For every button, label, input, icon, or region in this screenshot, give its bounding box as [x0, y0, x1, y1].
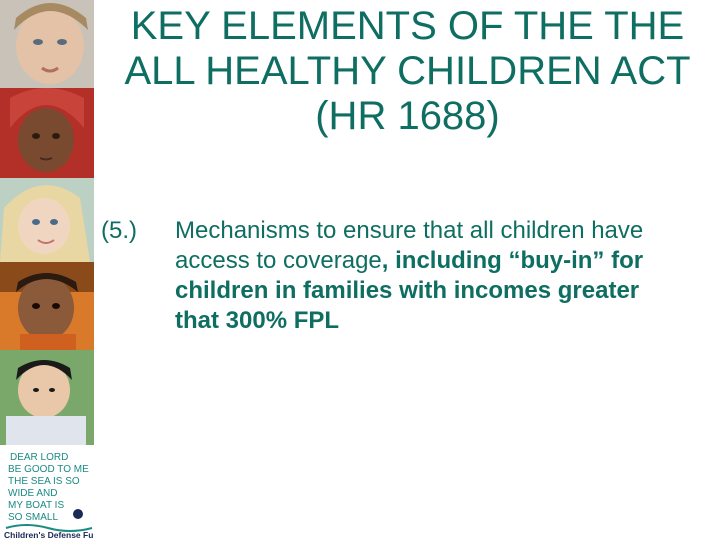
child-photo-5 [0, 350, 94, 445]
child-photo-1 [0, 0, 94, 88]
logo-line-3: THE SEA IS SO [8, 476, 80, 487]
slide-title [100, 4, 715, 139]
item-number: (5.) [101, 217, 137, 244]
title-line-2: ALL HEALTHY CHILDREN ACT [124, 49, 691, 93]
logo-line-5: MY BOAT IS [8, 500, 65, 511]
logo-line-1: DEAR LORD [10, 452, 69, 463]
logo-line-6: SO SMALL [8, 512, 59, 523]
logo-org-name: Children's Defense Fund [4, 530, 94, 540]
item-text [175, 216, 665, 336]
item-text-part2: , including “buy-in” [381, 247, 612, 274]
logo-line-2: BE GOOD TO ME [8, 464, 89, 475]
title-line-3: (HR 1688) [315, 94, 500, 138]
item-text-part3: for children in families with incomes greater that 300% FPL [175, 247, 644, 334]
item-text-part1: Mechanisms to ensure that all children have access to coverage [175, 217, 644, 274]
child-photo-4 [0, 262, 94, 350]
childrens-defense-fund-logo [2, 448, 94, 540]
title-line-1: KEY ELEMENTS OF THE THE [130, 4, 685, 48]
child-photo-3 [0, 178, 94, 262]
children-photo-strip [0, 0, 94, 445]
child-photo-2 [0, 88, 94, 178]
logo-line-4: WIDE AND [8, 488, 58, 499]
